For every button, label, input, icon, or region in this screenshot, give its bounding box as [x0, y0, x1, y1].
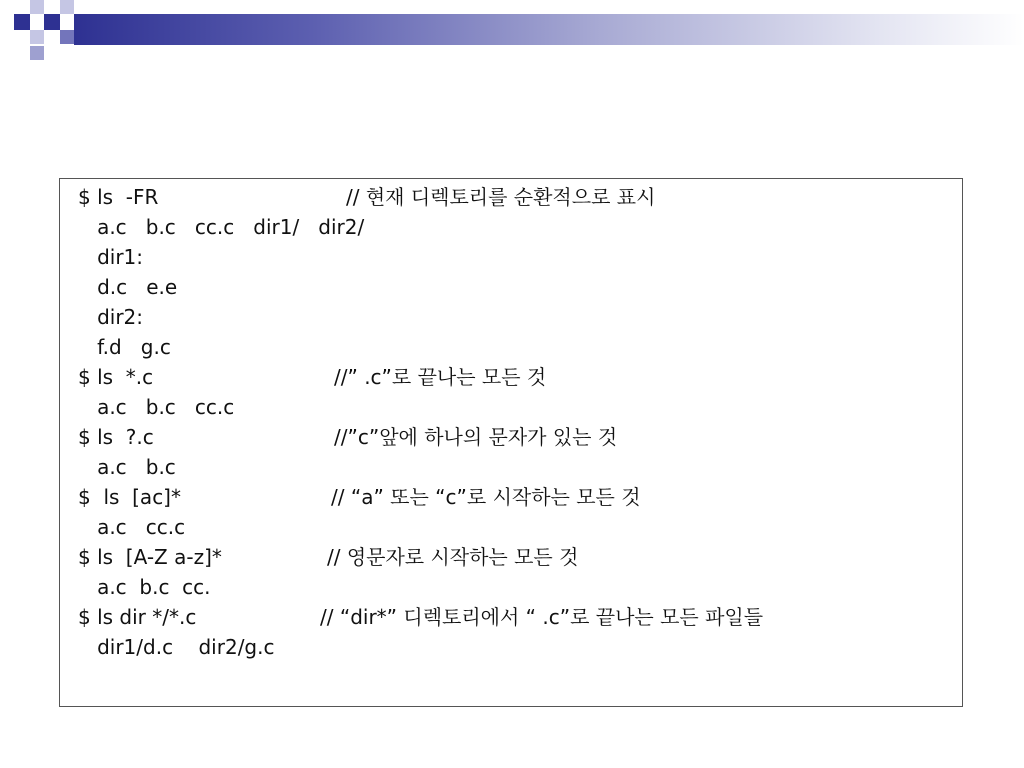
- deco-square: [30, 30, 44, 44]
- output-text: dir2:: [78, 305, 144, 329]
- code-line: [78, 212, 365, 242]
- comment-text: //” .c”로 끝나는 모든 것: [334, 365, 547, 389]
- code-line: [78, 392, 235, 422]
- deco-square: [44, 14, 60, 30]
- code-line: [78, 632, 275, 662]
- command-text: $ ls dir */*.c: [78, 605, 197, 629]
- output-text: a.c b.c cc.c: [78, 395, 235, 419]
- command-text: $ ls ?.c: [78, 425, 154, 449]
- deco-square: [60, 0, 74, 14]
- code-line: [78, 302, 144, 332]
- code-line: [78, 362, 547, 392]
- command-text: $ ls [A-Z a-z]*: [78, 545, 222, 569]
- title-decoration: [0, 0, 1024, 62]
- comment-text: // “dir*” 디렉토리에서 “ .c”로 끝나는 모든 파일들: [320, 605, 764, 629]
- code-line: [78, 482, 641, 512]
- code-line: [78, 572, 211, 602]
- terminal-example-box: [59, 178, 963, 707]
- code-line: [78, 272, 178, 302]
- output-text: d.c e.e: [78, 275, 178, 299]
- command-text: $ ls [ac]*: [78, 485, 181, 509]
- comment-text: // “a” 또는 “c”로 시작하는 모든 것: [331, 485, 641, 509]
- output-text: a.c b.c cc.c dir1/ dir2/: [78, 215, 365, 239]
- code-line: [78, 242, 144, 272]
- output-text: a.c cc.c: [78, 515, 186, 539]
- output-text: dir1:: [78, 245, 144, 269]
- deco-square: [14, 44, 28, 58]
- code-line: [78, 332, 171, 362]
- command-text: $ ls *.c: [78, 365, 154, 389]
- deco-square: [30, 0, 44, 14]
- title-gradient-bar: [74, 14, 1024, 45]
- comment-text: //”c”앞에 하나의 문자가 있는 것: [334, 425, 618, 449]
- comment-text: // 영문자로 시작하는 모든 것: [327, 545, 579, 569]
- output-text: a.c b.c cc.: [78, 575, 211, 599]
- output-text: f.d g.c: [78, 335, 171, 359]
- output-text: a.c b.c: [78, 455, 176, 479]
- code-line: [78, 602, 764, 632]
- deco-square: [60, 30, 74, 44]
- code-line: [78, 542, 579, 572]
- code-line: [78, 182, 656, 212]
- deco-square: [14, 14, 30, 30]
- code-line: [78, 452, 176, 482]
- comment-text: // 현재 디렉토리를 순환적으로 표시: [346, 185, 656, 209]
- code-line: [78, 512, 186, 542]
- code-line: [78, 422, 618, 452]
- command-text: $ ls -FR: [78, 185, 159, 209]
- output-text: dir1/d.c dir2/g.c: [78, 635, 275, 659]
- deco-square: [30, 46, 44, 60]
